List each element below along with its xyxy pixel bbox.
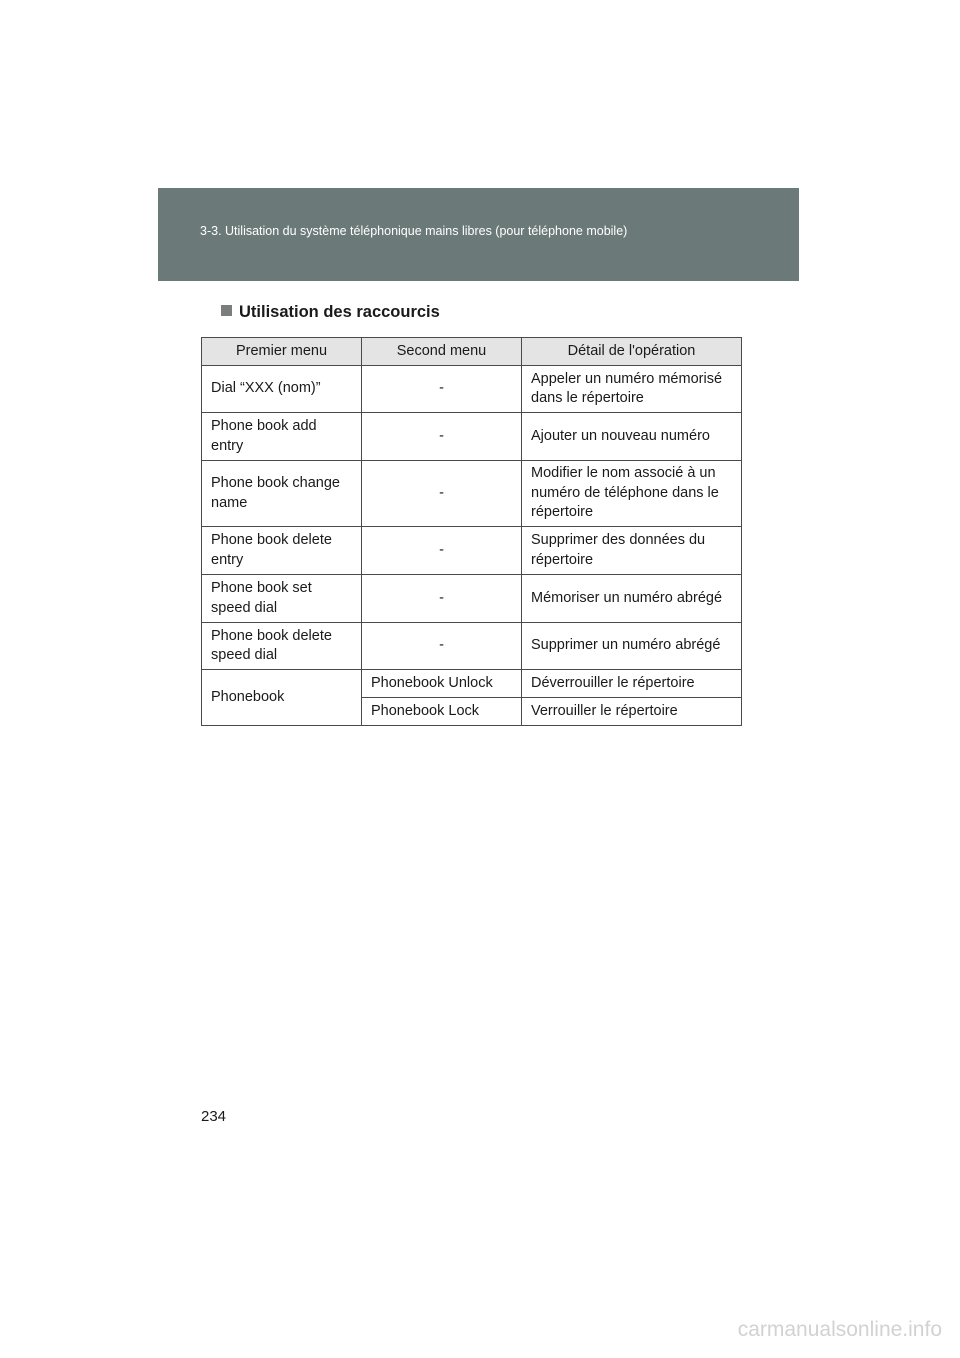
second-menu-cell: Phonebook Unlock — [362, 670, 522, 698]
first-menu-cell: Phone book add entry — [202, 413, 362, 461]
detail-cell: Verrouiller le répertoire — [522, 698, 742, 726]
first-menu-cell: Phone book delete entry — [202, 527, 362, 575]
detail-cell: Modifier le nom associé à un numéro de téléphone dans le répertoire — [522, 461, 742, 527]
table-row — [202, 461, 742, 527]
first-menu-cell: Phone book delete speed dial — [202, 623, 362, 670]
page-number: 234 — [201, 1108, 227, 1125]
first-menu-cell: Phone book change name — [202, 461, 362, 527]
column-header-first-menu: Premier menu — [202, 338, 362, 366]
table-row — [202, 670, 742, 698]
detail-cell: Supprimer des données du répertoire — [522, 527, 742, 575]
watermark: carmanualsonline.info — [737, 1318, 942, 1341]
second-menu-cell: - — [362, 461, 522, 527]
second-menu-cell: - — [362, 366, 522, 413]
second-menu-cell: - — [362, 575, 522, 623]
second-menu-cell: - — [362, 623, 522, 670]
column-header-operation-detail: Détail de l'opération — [522, 338, 742, 366]
chapter-section-path: 3-3. Utilisation du système téléphonique mains libres (pour téléphone mobile) — [200, 224, 628, 238]
first-menu-cell: Phonebook — [202, 670, 362, 726]
table-row — [202, 366, 742, 413]
table-row — [202, 413, 742, 461]
second-menu-cell: - — [362, 413, 522, 461]
table-row — [202, 575, 742, 623]
detail-cell: Ajouter un nouveau numéro — [522, 413, 742, 461]
detail-cell: Supprimer un numéro abrégé — [522, 623, 742, 670]
detail-cell: Appeler un numéro mémorisé dans le répertoire — [522, 366, 742, 413]
section-title — [221, 303, 440, 322]
table-row — [202, 527, 742, 575]
column-header-second-menu: Second menu — [362, 338, 522, 366]
shortcuts-table — [201, 337, 742, 726]
second-menu-cell: - — [362, 527, 522, 575]
square-bullet-icon — [221, 305, 232, 316]
second-menu-cell: Phonebook Lock — [362, 698, 522, 726]
table-row — [202, 623, 742, 670]
detail-cell: Déverrouiller le répertoire — [522, 670, 742, 698]
table-header-row — [202, 338, 742, 366]
first-menu-cell: Dial “XXX (nom)” — [202, 366, 362, 413]
section-title-text: Utilisation des raccourcis — [239, 303, 440, 321]
first-menu-cell: Phone book set speed dial — [202, 575, 362, 623]
detail-cell: Mémoriser un numéro abrégé — [522, 575, 742, 623]
chapter-header-band — [158, 188, 799, 281]
